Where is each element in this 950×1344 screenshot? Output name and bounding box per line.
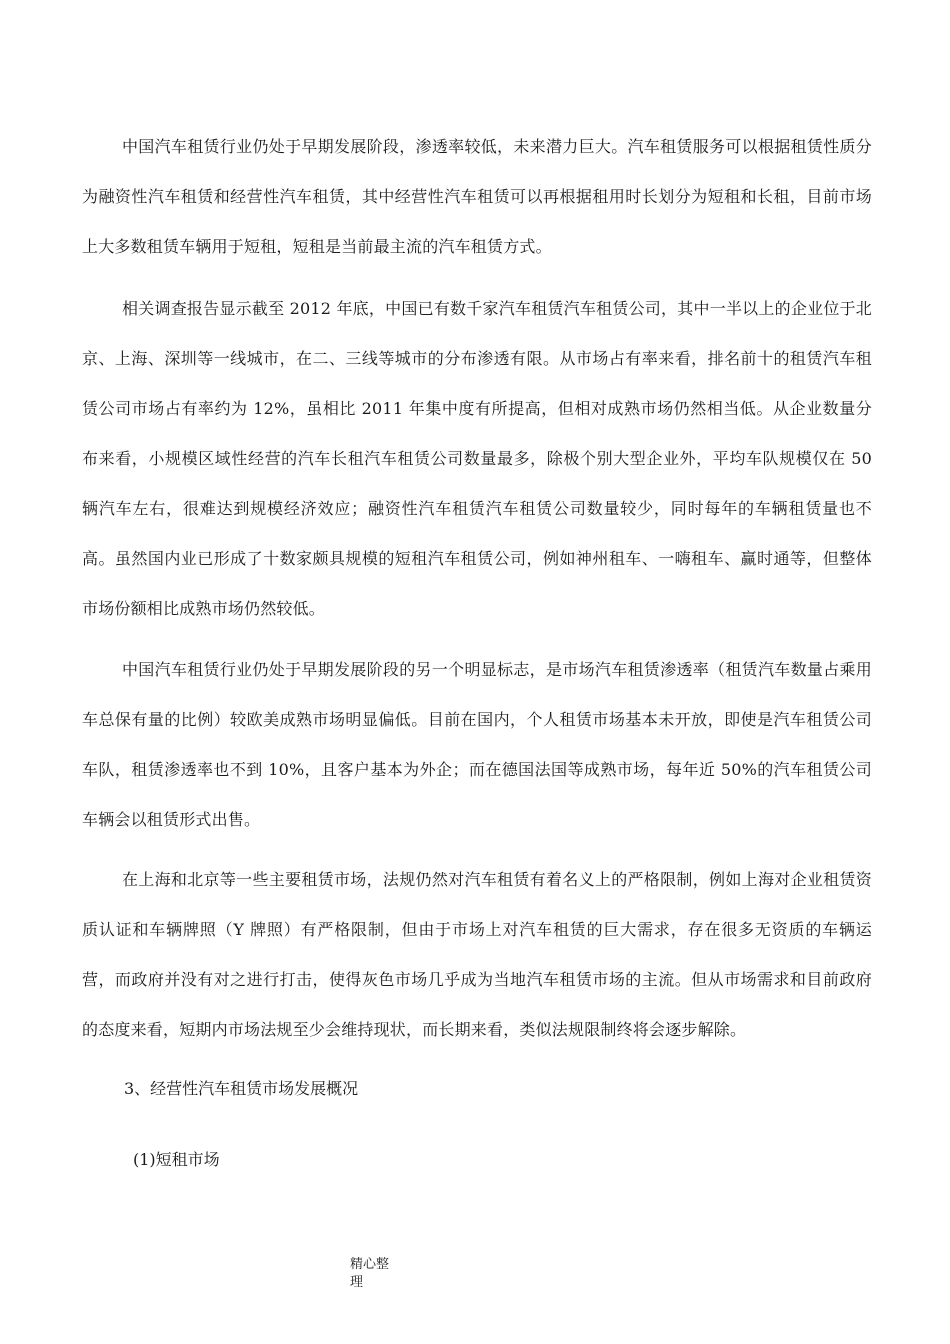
body-paragraph: 相关调查报告显示截至 2012 年底，中国已有数千家汽车租赁汽车租赁公司，其中一半以上的企业位于北京、上海、深圳等一线城市，在二、三线等城市的分布渗透有限。从市场占有率来看，排名前十的租赁汽车租赁公司市场占有率约为 12%，虽相比 2011 年集中度有所提高，但相对成熟市场仍然相当低。从企业数量分布来看，小规模区域性经营的汽车长租汽车租赁公司数量最多，除极个别大型企业外，平均车队规模仅在 50 辆汽车左右，很难达到规模经济效应；融资性汽车租赁汽车租赁公司数量较少，同时每年的车辆租赁量也不高。虽然国内业已形成了十数家颇具规模的短租汽车租赁公司，例如神州租车、一嗨租车、赢时通等，但整体市场份额相比成熟市场仍然较低。	[82, 299, 872, 618]
body-paragraph: 中国汽车租赁行业仍处于早期发展阶段，渗透率较低，未来潜力巨大。汽车租赁服务可以根据租赁性质分为融资性汽车租赁和经营性汽车租赁，其中经营性汽车租赁可以再根据租用时长划分为短租和长租，目前市场上大多数租赁车辆用于短租，短租是当前最主流的汽车租赁方式。	[82, 137, 872, 256]
body-paragraph: 在上海和北京等一些主要租赁市场，法规仍然对汽车租赁有着名义上的严格限制，例如上海对企业租赁资质认证和车辆牌照（Y 牌照）有严格限制，但由于市场上对汽车租赁的巨大需求，存在很多无资质的车辆运营，而政府并没有对之进行打击，使得灰色市场几乎成为当地汽车租赁市场的主流。但从市场需求和目前政府的态度来看，短期内市场法规至少会维持现状，而长期来看，类似法规限制终将会逐步解除。	[82, 870, 872, 1039]
page-footer: 精心整理	[350, 1257, 390, 1290]
body-paragraph: 中国汽车租赁行业仍处于早期发展阶段的另一个明显标志，是市场汽车租赁渗透率（租赁汽车数量占乘用车总保有量的比例）较欧美成熟市场明显偏低。目前在国内，个人租赁市场基本未开放，即使是汽车租赁公司车队，租赁渗透率也不到 10%，且客户基本为外企；而在德国法国等成熟市场，每年近 50%的汽车租赁公司车辆会以租赁形式出售。	[82, 660, 872, 829]
subsection-heading: (1)短租市场	[133, 1150, 220, 1169]
section-heading: 3、经营性汽车租赁市场发展概况	[124, 1079, 359, 1098]
